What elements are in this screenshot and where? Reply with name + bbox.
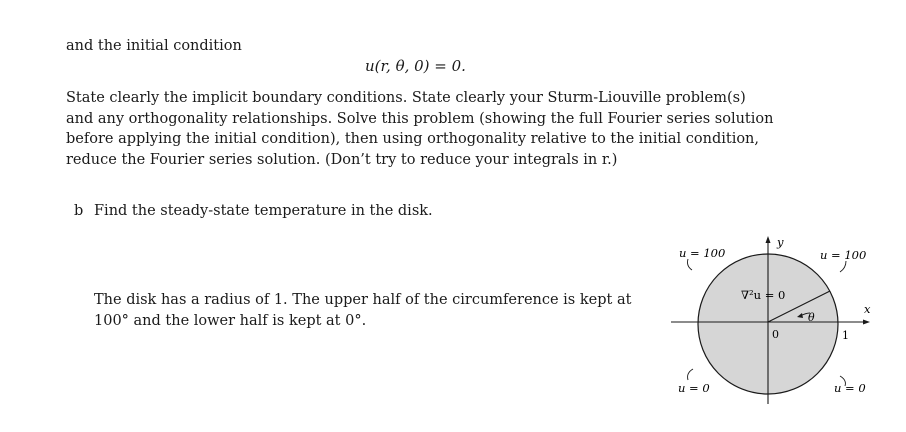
- instructions-line: and any orthogonality relationships. Solve this problem (showing the full Fourier series solution: [66, 110, 774, 127]
- y-axis-arrow: [766, 236, 771, 243]
- origin-label: 0: [772, 328, 779, 341]
- part-b-label: b: [74, 203, 84, 219]
- initial-condition-equation: u(r, θ, 0) = 0.: [365, 57, 466, 75]
- u-label-bottom-left: u = 0: [678, 381, 710, 395]
- x-axis-arrow: [863, 320, 870, 325]
- leader-top-left: [688, 259, 693, 270]
- leader-bottom-left: [688, 369, 693, 380]
- u-label-top-right: u = 100: [820, 248, 867, 262]
- radius-tick-label: 1: [842, 329, 849, 342]
- instructions-line: before applying the initial condition), then using orthogonality relative to the initial condition,: [66, 131, 760, 147]
- description-line: 100° and the lower half is kept at 0°.: [94, 312, 367, 329]
- intro-text: and the initial condition: [66, 38, 242, 54]
- y-axis-label: y: [777, 235, 784, 249]
- disk-description: [94, 290, 631, 331]
- part-b-question: Find the steady-state temperature in the disk.: [94, 203, 433, 219]
- angle-label: θ: [808, 311, 815, 324]
- laplace-label: ∇²u = 0: [741, 288, 786, 302]
- description-line: The disk has a radius of 1. The upper half of the circumference is kept at: [94, 292, 632, 308]
- instructions-paragraph: [66, 88, 773, 170]
- u-label-top-left: u = 100: [679, 246, 726, 260]
- x-axis-label: x: [864, 302, 871, 316]
- leader-top-right: [840, 261, 846, 272]
- disk-figure: [660, 228, 900, 428]
- instructions-line: reduce the Fourier series solution. (Don’t try to reduce your integrals in r.): [66, 151, 618, 168]
- instructions-line: State clearly the implicit boundary conditions. State clearly your Sturm-Liouville problem(s): [66, 90, 746, 106]
- u-label-bottom-right: u = 0: [834, 381, 866, 395]
